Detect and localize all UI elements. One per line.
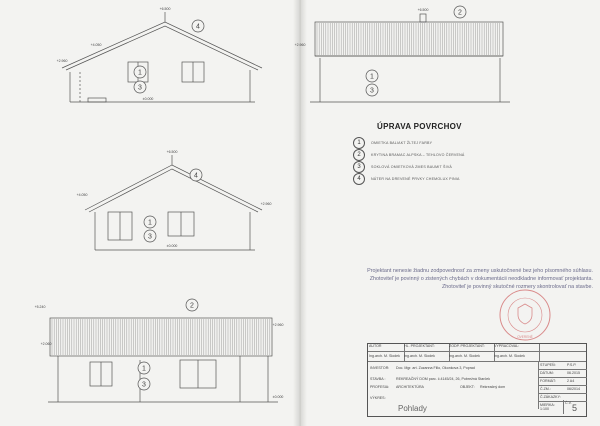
sheet-number: 5 bbox=[572, 403, 578, 413]
marker-number: 3 bbox=[138, 84, 142, 92]
tb-header-vyp: VYPRACOVAL: bbox=[493, 344, 540, 351]
level-mark: +6.500 bbox=[166, 150, 178, 154]
tb-side-value: 1:100 bbox=[540, 407, 549, 411]
legend-number: 2 bbox=[353, 149, 365, 161]
marker-number: 3 bbox=[370, 87, 374, 95]
marker-number: 1 bbox=[370, 73, 374, 81]
marker-number: 4 bbox=[194, 172, 198, 180]
stamp-sub: OVERENÉ bbox=[517, 335, 533, 339]
tb-objekt-value: Rekreačný dom bbox=[480, 385, 506, 389]
tb-header-row bbox=[368, 344, 586, 352]
tb-name-vyp: Ing.arch. M. Slodek bbox=[493, 352, 540, 361]
tb-side-label: STUPEŇ: bbox=[540, 363, 556, 367]
marker-number: 3 bbox=[142, 381, 146, 389]
tb-names-row bbox=[368, 352, 586, 362]
official-stamp bbox=[498, 288, 552, 342]
legend-number: 3 bbox=[353, 161, 365, 173]
tb-side-value: 06/2014 bbox=[567, 387, 580, 391]
tb-stavba-label: STAVBA : bbox=[370, 377, 386, 381]
tb-side-label: DÁTUM: bbox=[540, 371, 554, 375]
legend-text: KRYTINA BRAMAC ALPSKA – TEHLOVO ČERVENÁ bbox=[371, 153, 465, 157]
tb-investor-value: Doc. Mgr. art. Zuzanna Fillo, Okonkova 3, Poprad bbox=[396, 366, 475, 370]
tb-side-value: 06.2015 bbox=[567, 371, 580, 375]
level-mark: ±0.000 bbox=[142, 97, 154, 101]
legend-item bbox=[353, 161, 553, 173]
marker-number: 1 bbox=[148, 219, 152, 227]
legend-item bbox=[353, 149, 553, 161]
level-mark: +6.500 bbox=[159, 7, 171, 11]
tb-side-value: 2 A4 bbox=[567, 379, 575, 383]
tb-name-zodp: Ing.arch. M. Slodek bbox=[448, 352, 495, 361]
tb-header-hl: HL. PROJEKTANT: bbox=[403, 344, 450, 351]
level-mark: +4.050 bbox=[76, 193, 88, 197]
tb-profesia-label: PROFESIA: bbox=[370, 385, 390, 389]
tb-objekt-label: OBJEKT: bbox=[460, 385, 475, 389]
level-mark: ±0.000 bbox=[166, 244, 178, 248]
title-block bbox=[367, 343, 587, 417]
level-mark: +2.960 bbox=[56, 59, 68, 63]
level-mark: +2.960 bbox=[260, 202, 272, 206]
tb-side-label: Č.ZM.: bbox=[540, 387, 551, 391]
tb-side-value: P.S.P. bbox=[567, 363, 577, 367]
legend-text: NÁTER NA DREVENÉ PRVKY CHEMOLUX PINIA bbox=[371, 177, 460, 181]
tb-stavba-value: REKREAČNÝ DOM parc. č.4145/24, 26, Pobrežná Starček bbox=[396, 377, 491, 381]
legend-number: 1 bbox=[353, 137, 365, 149]
legend-number: 4 bbox=[353, 173, 365, 185]
note-line: Zhotoviteľ je povinný o zistených chybách v dokumentácii neodkladne informovať projektanta. bbox=[369, 276, 593, 282]
sheet-label: Č.V. bbox=[565, 401, 572, 405]
marker-number: 2 bbox=[458, 9, 462, 17]
elevation-middle-left bbox=[85, 155, 262, 250]
sheet-number-box bbox=[563, 400, 584, 414]
roof-hatching bbox=[317, 23, 500, 55]
legend-title: ÚPRAVA POVRCHOV bbox=[377, 122, 462, 131]
liability-note bbox=[323, 267, 593, 291]
tb-header-autor: AUTOR bbox=[368, 344, 405, 351]
tb-side-row bbox=[539, 370, 587, 378]
legend-text: OMIETKA BALIAKT ŽLTEJ FARBY bbox=[371, 141, 433, 145]
surface-legend bbox=[353, 122, 553, 185]
marker-number: 4 bbox=[196, 23, 200, 31]
marker-number: 3 bbox=[148, 233, 152, 241]
legend-item bbox=[353, 137, 553, 149]
marker-number: 2 bbox=[190, 302, 194, 310]
level-mark: +2.960 bbox=[294, 43, 306, 47]
tb-name-autor: Ing.arch. M. Slodek bbox=[368, 352, 405, 361]
elevation-front-left bbox=[62, 12, 262, 102]
level-mark: ±0.000 bbox=[272, 395, 284, 399]
tb-name-hl: Ing.arch. M. Slodek bbox=[403, 352, 450, 361]
drawing-title: Pohlady bbox=[398, 404, 427, 413]
note-line: Zhotoviteľ je povinný skutočné rozmery skontrolovať na stavbe. bbox=[441, 284, 593, 290]
tb-investor-label: INVESTOR: bbox=[370, 366, 390, 370]
tb-side-label: MIERKA: bbox=[540, 403, 555, 407]
legend-text: SOKLOVÁ OMIETKOVÁ ZMES BAUMIT ŠIVÁ bbox=[371, 165, 453, 169]
tb-side-label: FORMÁT: bbox=[540, 379, 556, 383]
elevation-front-right bbox=[310, 14, 510, 102]
level-mark: +2.060 bbox=[40, 342, 52, 346]
roof-hatching-lower bbox=[52, 319, 270, 355]
tb-side-label: Č.ZÁKAZKY: bbox=[540, 395, 561, 399]
level-mark: +2.960 bbox=[272, 323, 284, 327]
tb-side-row bbox=[539, 378, 587, 386]
tb-side-row bbox=[539, 362, 587, 370]
marker-number: 1 bbox=[142, 365, 146, 373]
note-line: Projektant nenesie žiadnu zodpovednosť za zmeny uskutočnené bez jeho písomného súhlasu. bbox=[367, 268, 593, 274]
tb-vykres-label: VÝKRES: bbox=[370, 396, 386, 400]
tb-header-zodp: ZODP. PROJEKTANT: bbox=[448, 344, 495, 351]
level-mark: +4.050 bbox=[90, 43, 102, 47]
tb-side-row bbox=[539, 386, 587, 394]
level-mark: +5.240 bbox=[34, 305, 46, 309]
tb-profesia-value: ARCHITEKTÚRA bbox=[396, 385, 424, 389]
level-mark: +6.500 bbox=[417, 8, 429, 12]
legend-item bbox=[353, 173, 553, 185]
marker-number: 1 bbox=[138, 69, 142, 77]
